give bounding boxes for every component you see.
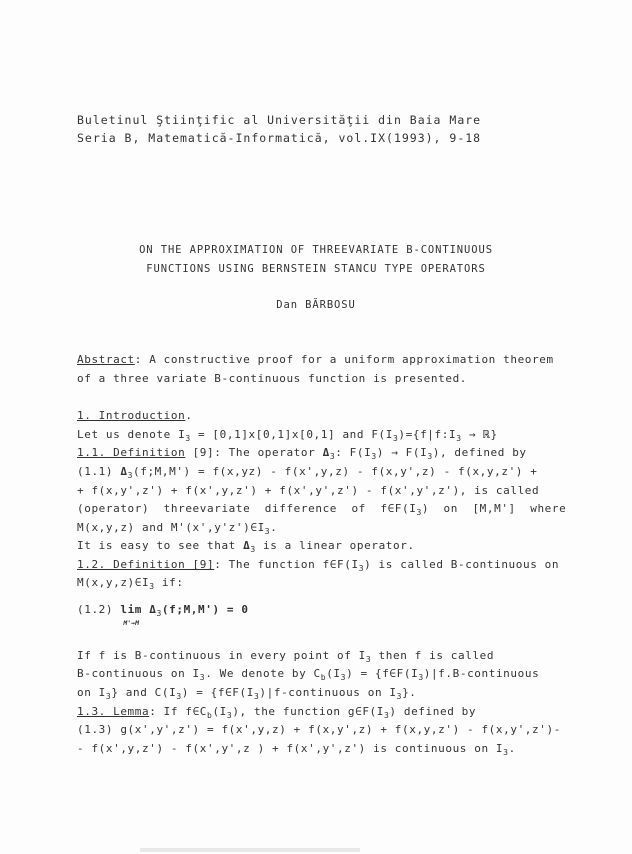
author-name: Dan BĂRBOSU — [276, 299, 356, 311]
abstract-label: Abstract — [77, 353, 135, 366]
paragraph-line-2: B-continuous on $I_3$. We denote by $C_b(I_3)$ = {$f\in F(I_3)|f.B$-continuous — [77, 667, 540, 682]
paragraph-line-3: on $I_3$} and $C(I_3)$ = {$f\in F(I_3)|f$-continuous on $I_3$}. — [77, 686, 417, 701]
intro-line-1: Let us denote $I_3 = [0,1]x[0,1]x[0,1]$ and $F(I_3)=\{f|f:I_3$ → ℝ} — [77, 428, 498, 443]
reals-symbol: ℝ — [483, 428, 491, 441]
lemma-1-3-line-1: 1.3. Lemma: If $f\in C_b(I_3)$, the function $g\in F(I_3)$ defined by — [77, 705, 477, 720]
lemma-1-3-formula: (1.3) g(x',y',z') = f(x',y,z) + f(x,y',z) + f(x,y,z') - f(x,y',z')- — [77, 723, 561, 736]
page-bottom-smudge — [140, 848, 360, 852]
definition-1-2-line-2: $M(x,y,z)\in I_3$ if: — [77, 576, 184, 591]
definition-1-1-formula: (1.1) $\Delta_3(f;M,M') = f(x,yz) - f(x',y,z) - f(x,y',z) - f(x,y,z')$ + — [77, 465, 538, 480]
paper-title-line-1: ON THE APPROXIMATION OF THREEVARIATE B-CONTINUOUS — [139, 244, 493, 256]
definition-1-1-line-5: M(x,y,z) and $M'(x',y'z')\in I_3$. — [77, 521, 278, 536]
lemma-1-3-label: 1.3. Lemma — [77, 705, 150, 718]
definition-1-2-label: 1.2. Definition [9] — [77, 558, 215, 571]
abstract-line-1: Abstract: A constructive proof for a uniform approximation theorem — [77, 353, 554, 366]
lemma-1-3-line-3: - f(x',y,z') - f(x',y',z ) + f(x',y',z') is continuous on $I_3$. — [77, 742, 516, 757]
paragraph-line-1: If f is B-continuous in every point of $I_3$ then f is called — [77, 649, 495, 664]
journal-header-line-2: Seria B, Matematică-Informatică, vol.IX(1993), 9-18 — [77, 131, 482, 145]
definition-1-1-label: 1.1. Definition — [77, 446, 186, 459]
equation-1-2: (1.2) lim M'→M $\Delta_3(f;M,M') = 0$ — [77, 603, 249, 627]
abstract-line-2: of a three variate B-continuous function is presented. — [77, 372, 468, 385]
journal-header-line-1: Buletinul Ştiinţific al Universităţii din Baia Mare — [77, 113, 482, 127]
section-heading-introduction: 1. Introduction. — [77, 409, 193, 422]
limit-operator: lim M'→M — [120, 603, 143, 627]
definition-1-1-line-1: 1.1. Definition [9]: The operator $\Delta_3$: $F(I_3) \to F(I_3)$, defined by — [77, 446, 527, 461]
definition-1-1-line-3: + f(x,y',z') + f(x',y,z') + f(x',y',z') - f(x',y',z'), is called — [77, 484, 540, 497]
linearity-remark: It is easy to see that $\Delta_3$ is a linear operator. — [77, 539, 415, 554]
paper-title-line-2: FUNCTIONS USING BERNSTEIN STANCU TYPE OPERATORS — [146, 263, 486, 275]
definition-1-1-line-4: (operator) threevariate difference of $f\in F(I_3)$ on [M,M'] where — [77, 502, 567, 517]
definition-1-2-line-1: 1.2. Definition [9]: The function $f\in F(I_3)$ is called B-continuous on — [77, 558, 560, 573]
